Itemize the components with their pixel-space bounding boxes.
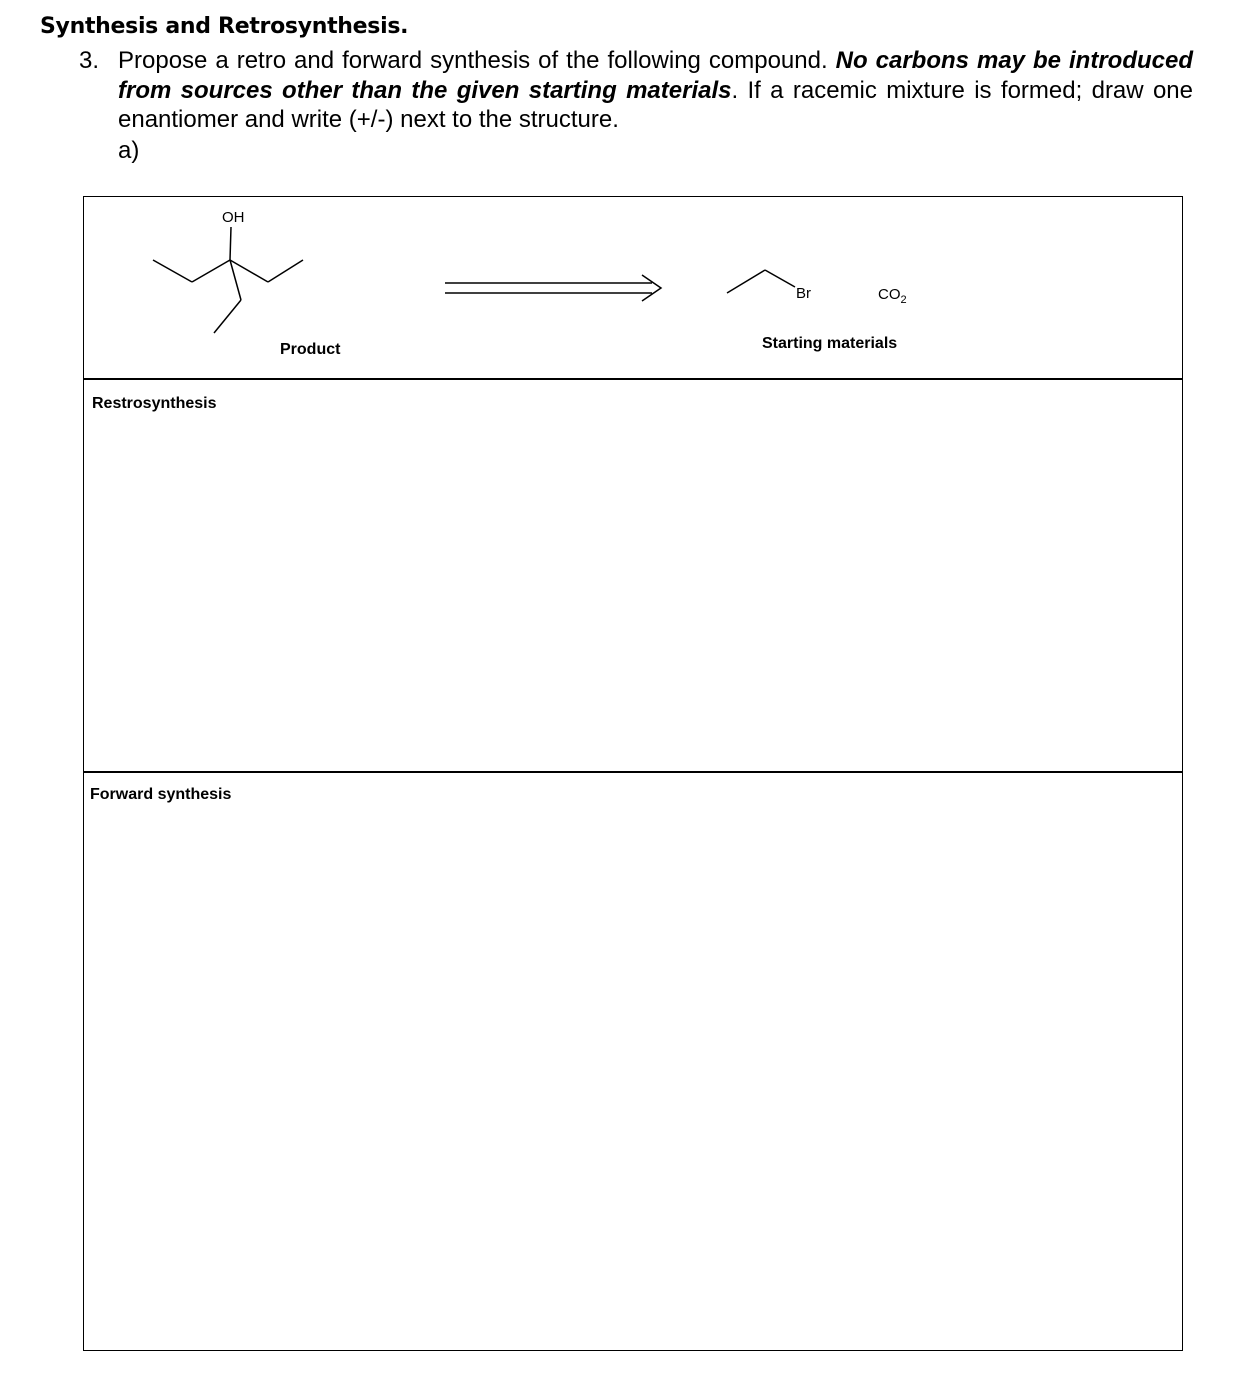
forward-synthesis-panel[interactable] — [83, 771, 1183, 1351]
question-emphasis: No carbons may be introduced from sources other than the given starting materials — [118, 47, 1193, 104]
retrosynthesis-label: Restrosynthesis — [92, 395, 217, 412]
bond-ethyl-left-ch3 — [153, 260, 192, 282]
starting-materials-caption: Starting materials — [762, 335, 898, 352]
ethyl-bromide-structure — [727, 270, 795, 293]
bond-c-ethyl-left — [192, 260, 230, 282]
question-number: 3. — [79, 47, 100, 74]
reaction-scheme — [84, 197, 1181, 378]
retrosynthesis-arrow-icon — [445, 275, 661, 301]
co2-subscript: 2 — [900, 294, 907, 306]
section-title: Synthesis and Retrosynthesis. — [40, 14, 409, 39]
question-text — [118, 46, 1193, 135]
bond-c-oh — [230, 227, 231, 260]
question-intro: Propose a retro and forward synthesis of the following compound. — [118, 47, 828, 74]
retrosynthesis-panel[interactable] — [83, 378, 1183, 773]
product-structure — [153, 227, 303, 333]
product-panel — [83, 196, 1183, 380]
co2-label — [878, 286, 907, 306]
question-rest: . If a racemic mixture is formed; draw one enantiomer and write (+/-) next to the structure. — [118, 76, 1193, 133]
co2-text: CO — [878, 286, 901, 303]
oh-label: OH — [222, 209, 245, 226]
bond-ethyl-right-ch3 — [268, 260, 303, 282]
bond-ethyl-down-ch3 — [214, 300, 241, 333]
product-caption: Product — [280, 341, 341, 358]
forward-synthesis-label: Forward synthesis — [90, 786, 232, 803]
question-block — [79, 46, 1193, 164]
part-label: a) — [118, 137, 140, 164]
br-label: Br — [796, 285, 811, 302]
